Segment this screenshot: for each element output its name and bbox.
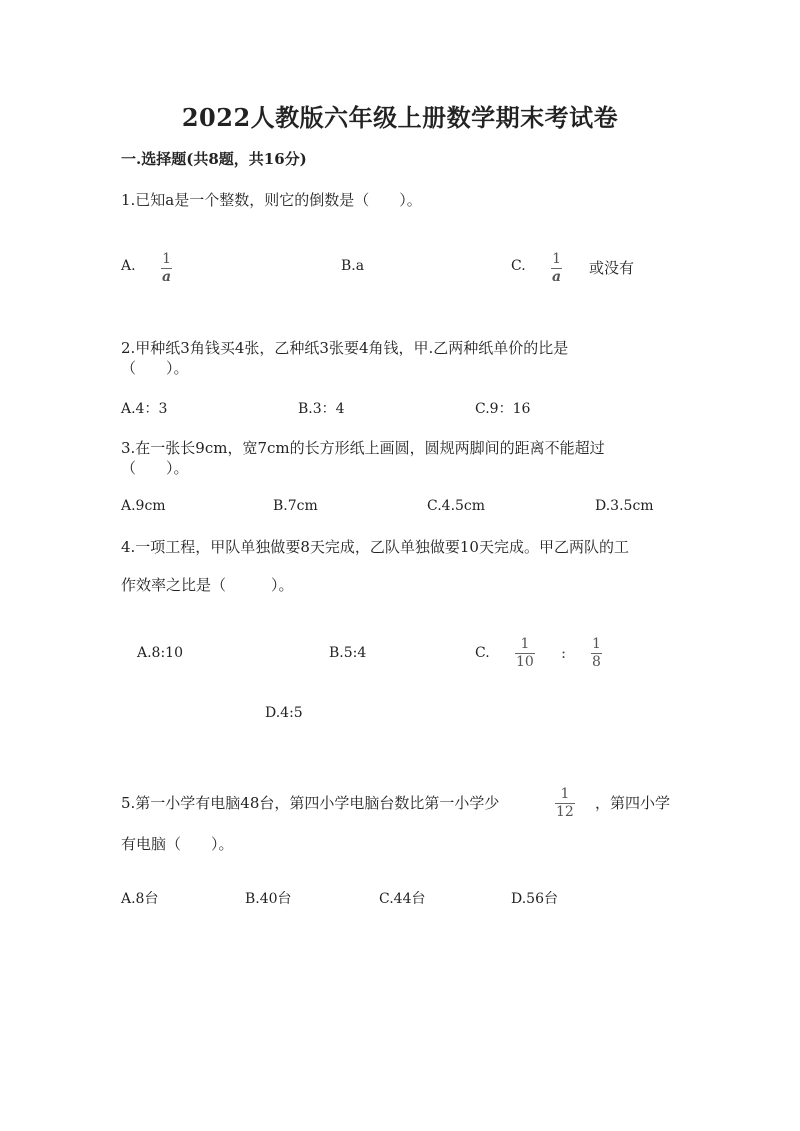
q2-option-b: B.3：4 [298,401,345,417]
q4-option-a: A.8:10 [137,645,183,661]
q4-option-b: B.5:4 [329,645,367,661]
fraction-numerator: 1 [560,786,570,802]
q1-option-a-label: A. [121,258,136,274]
q1-option-c-suffix: 或没有 [589,259,635,277]
q5-option-c: C.44台 [379,891,426,907]
q1-option-c-fraction [551,252,562,285]
q2-option-c: C.9：16 [475,401,531,417]
q5-fraction [555,787,575,820]
question-1-text: 1.已知a是一个整数，则它的倒数是（ ）。 [121,191,422,209]
q5-option-a: A.8台 [121,891,159,907]
question-5-line-1-start: 5.第一小学有电脑48台，第四小学电脑台数比第一小学少 [121,794,500,812]
question-3-line-1: 3.在一张长9cm，宽7cm的长方形纸上画圆，圆规两脚间的距离不能超过 [121,439,605,457]
fraction-denominator: a [162,269,172,285]
question-4-line-1: 4.一项工程，甲队单独做要8天完成，乙队单独做要10天完成。甲乙两队的工 [121,538,629,556]
question-2-line-2: （ ）。 [121,359,189,377]
q3-option-b: B.7cm [273,498,318,514]
q3-option-c: C.4.5cm [427,498,486,514]
question-5-line-1-end: ，第四小学 [595,794,671,812]
q2-option-a: A.4：3 [121,401,168,417]
fraction-numerator: 1 [162,251,171,267]
question-5-line-2: 有电脑（ ）。 [121,835,234,853]
q4-option-c-colon: : [561,644,567,662]
section-heading: 一.选择题(共8题，共16分) [121,150,307,168]
question-4-line-2: 作效率之比是（ ）。 [121,576,294,594]
fraction-denominator: 10 [516,654,534,670]
q4-option-c-fraction-2 [591,637,602,670]
q5-option-d: D.56台 [511,891,558,907]
q4-option-c-label: C. [475,645,490,661]
q5-option-b: B.40台 [245,891,292,907]
fraction-denominator: a [552,269,562,285]
q1-option-b: B.a [341,258,365,274]
question-2-line-1: 2.甲种纸3角钱买4张，乙种纸3张要4角钱，甲.乙两种纸单价的比是 [121,339,569,357]
question-3-line-2: （ ）。 [121,459,189,477]
q1-option-c-label: C. [511,258,526,274]
q4-option-d: D.4:5 [265,705,303,721]
q3-option-a: A.9cm [121,498,166,514]
q1-option-a-fraction [161,252,172,285]
fraction-numerator: 1 [552,251,561,267]
fraction-denominator: 12 [556,804,574,820]
fraction-numerator: 1 [592,636,601,652]
fraction-numerator: 1 [520,636,530,652]
q3-option-d: D.3.5cm [595,498,654,514]
q4-option-c-fraction-1 [515,637,535,670]
fraction-denominator: 8 [592,654,601,670]
page-title: 2022人教版六年级上册数学期末考试卷 [181,103,619,132]
